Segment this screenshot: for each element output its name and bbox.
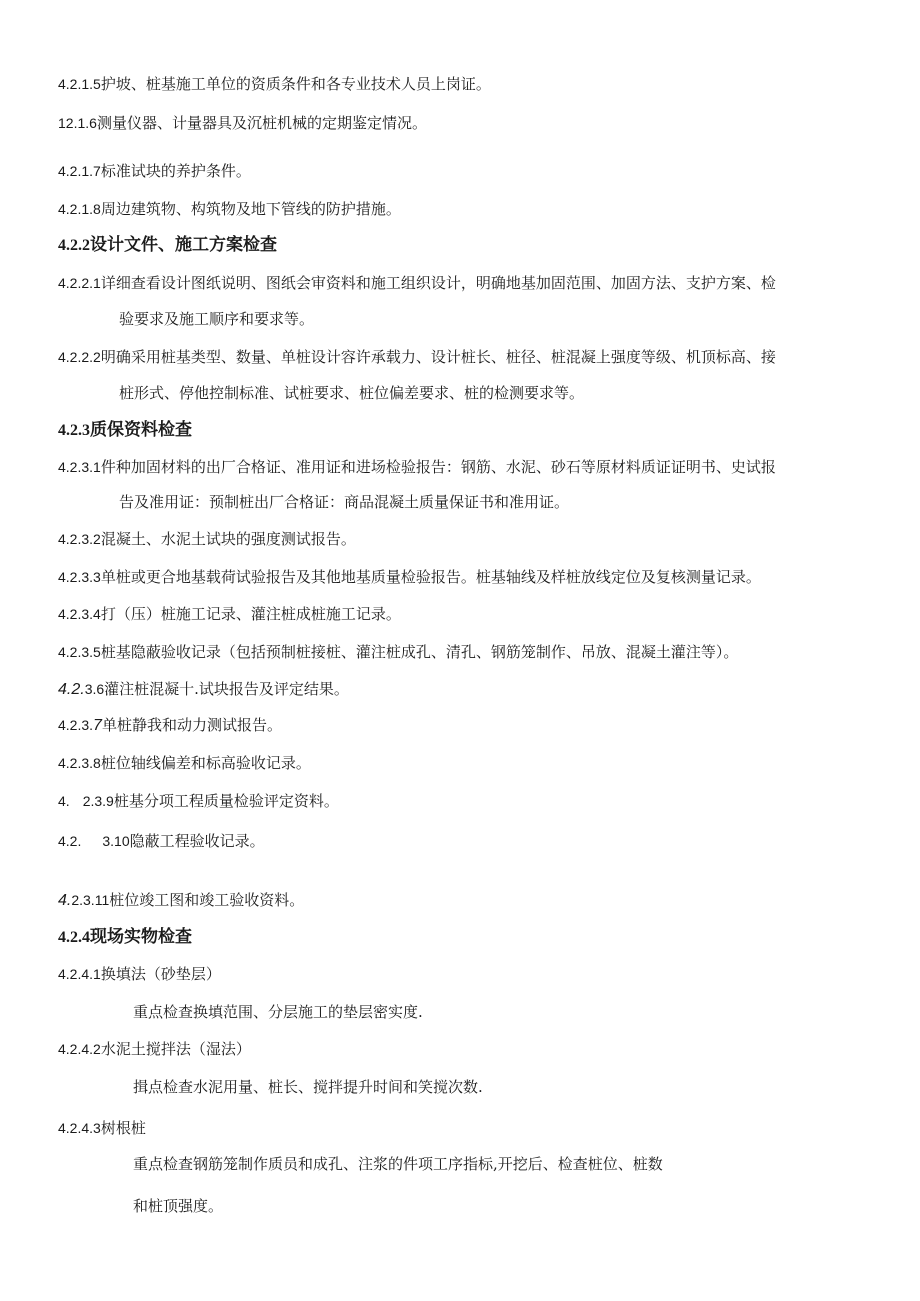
- item-4-2-3-4: [58, 604, 878, 624]
- item-4-2-2-2: [58, 347, 878, 367]
- item-4-2-4-3: [58, 1118, 878, 1138]
- item-text: 周边建筑物、构筑物及地下管线的防护措施。: [100, 200, 401, 218]
- item-text: 灌注桩混凝十.试块报告及评定结果。: [104, 680, 349, 698]
- item-4-2-3-8: [58, 753, 878, 773]
- item-4-2-1-8: [58, 199, 878, 219]
- heading-text: 设计文件、施工方案检查: [90, 235, 277, 255]
- item-number: 4.2.3.1: [58, 459, 101, 475]
- item-4-2-1-7: [58, 161, 878, 181]
- item-number: 4.2.4.3: [58, 1120, 101, 1136]
- item-number: 4.2.2.1: [58, 275, 101, 291]
- item-text: 隐蔽工程验收记录。: [129, 832, 265, 850]
- item-4-2-3-6: [58, 679, 878, 700]
- item-number-part-a: 4.2.: [58, 681, 85, 698]
- heading-text: 现场实物检查: [90, 927, 192, 947]
- item-number-part-a: 4.2.3.: [58, 717, 94, 733]
- item-text: 桩位轴线偏差和标高验收记录。: [100, 754, 311, 772]
- item-number: 4.2.1.7: [58, 163, 101, 179]
- item-4-2-3-2: [58, 529, 878, 549]
- item-12-1-6: [58, 113, 878, 133]
- item-number: 4.2.3.4: [58, 606, 101, 622]
- item-number-part-b: 2.3.11: [71, 892, 110, 908]
- item-text-continuation: 桩形式、停他控制标准、试桩要求、桩位偏差要求、桩的检测要求等。: [119, 384, 585, 402]
- heading-number: 4.2.2: [58, 237, 90, 254]
- item-text: 混凝土、水泥土试块的强度测试报告。: [100, 530, 356, 548]
- section-heading-4-2-4: [58, 926, 878, 949]
- item-4-2-3-7: [58, 715, 878, 736]
- item-text: 桩位竣工图和竣工验收资料。: [109, 891, 305, 909]
- item-number-part-b: 3.6: [84, 681, 105, 697]
- item-4-2-4-3-body-continuation: [133, 1196, 920, 1216]
- item-4-2-2-1-continuation: [119, 309, 920, 329]
- item-4-2-4-2-body: [133, 1077, 920, 1097]
- item-text: 护坡、桩基施工单位的资质条件和各专业技术人员上岗证。: [100, 75, 491, 93]
- item-text: 桩基分项工程质量检验评定资料。: [113, 792, 339, 810]
- item-number-part-b: 7: [93, 717, 102, 734]
- heading-text: 质保资料检查: [90, 420, 192, 440]
- item-body-text: 重点检查钢筋笼制作质员和成孔、注浆的件项工序指标,开挖后、检查桩位、桩数: [133, 1155, 663, 1173]
- item-number: 4.2.3.3: [58, 569, 101, 585]
- section-heading-4-2-3: [58, 419, 878, 442]
- section-heading-4-2-2: [58, 234, 878, 257]
- item-number: 4.2.4.2: [58, 1041, 101, 1057]
- item-4-2-3-9: [58, 791, 878, 811]
- item-4-2-4-2: [58, 1039, 878, 1059]
- item-number-part-b: 2.3.9: [82, 793, 114, 809]
- item-text: 件种加固材料的出厂合格证、准用证和进场检验报告：钢筋、水泥、砂石等原材料质证证明书、史试报: [100, 458, 776, 476]
- item-number: 4.2.3.5: [58, 644, 101, 660]
- item-4-2-3-1: [58, 457, 878, 477]
- item-number-part-b: 3.10: [102, 833, 130, 849]
- item-text: 树根桩: [100, 1119, 146, 1137]
- item-text: 桩基隐蔽验收记录（包括预制桩接桩、灌注桩成孔、清孔、钢筋笼制作、吊放、混凝土灌注等）。: [100, 643, 739, 661]
- item-4-2-3-10: [58, 831, 878, 851]
- item-number: 4.2.3.2: [58, 531, 101, 547]
- item-body-text: 重点检查换填范围、分层施工的垫层密实度.: [133, 1003, 423, 1021]
- item-number-part-a: 4.: [58, 892, 72, 909]
- item-4-2-3-11: [58, 890, 878, 911]
- item-text: 换填法（砂垫层）: [100, 965, 221, 983]
- item-number: 4.2.1.8: [58, 201, 101, 217]
- item-text: 详细查看设计图纸说明、图纸会审资料和施工组织设计，明确地基加固范围、加固方法、支护方案、检: [100, 274, 776, 292]
- item-4-2-4-1: [58, 964, 878, 984]
- item-4-2-1-5: [58, 74, 878, 94]
- item-text: 打（压）桩施工记录、灌注桩成桩施工记录。: [100, 605, 401, 623]
- item-number: 4.2.1.5: [58, 76, 101, 92]
- item-text: 标准试块的养护条件。: [100, 162, 251, 180]
- item-number-part-a: 4.: [58, 793, 70, 809]
- item-body-text: 揖点检查水泥用量、桩长、搅拌提升时间和笑搅次数.: [133, 1078, 483, 1096]
- heading-number: 4.2.3: [58, 422, 90, 439]
- item-text-continuation: 验要求及施工顺序和要求等。: [119, 310, 315, 328]
- item-text-continuation: 告及准用证：预制桩出厂合格证：商品混凝土质量保证书和准用证。: [119, 493, 570, 511]
- item-number: 4.2.2.2: [58, 349, 101, 365]
- item-text: 测量仪器、计量器具及沉桩机械的定期鉴定情况。: [96, 114, 427, 132]
- heading-number: 4.2.4: [58, 929, 90, 946]
- item-4-2-4-1-body: [133, 1002, 920, 1022]
- item-4-2-3-3: [58, 567, 878, 587]
- item-4-2-2-1: [58, 273, 878, 293]
- item-number: 4.2.4.1: [58, 966, 101, 982]
- item-body-text-continuation: 和桩顶强度。: [133, 1197, 224, 1215]
- item-number: 4.2.3.8: [58, 755, 101, 771]
- item-4-2-3-1-continuation: [119, 492, 920, 512]
- item-text: 单桩或更合地基载荷试验报告及其他地基质量检验报告。桩基轴线及样桩放线定位及复核测量记录。: [100, 568, 761, 586]
- item-number: 12.1.6: [58, 115, 97, 131]
- item-text: 单桩静我和动力测试报告。: [101, 716, 282, 734]
- item-number-part-a: 4.2.: [58, 833, 82, 849]
- item-text: 明确采用桩基类型、数量、单桩设计容许承载力、设计桩长、桩径、桩混凝上强度等级、机顶标高、接: [100, 348, 776, 366]
- item-text: 水泥土搅拌法（湿法）: [100, 1040, 251, 1058]
- item-4-2-2-2-continuation: [119, 383, 920, 403]
- item-4-2-3-5: [58, 642, 878, 662]
- item-4-2-4-3-body: [133, 1154, 920, 1174]
